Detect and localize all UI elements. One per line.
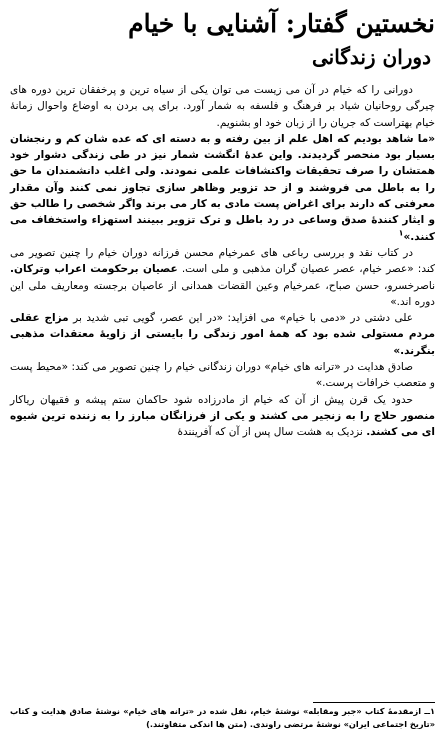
dashti-text: علی دشتی در «دمی با خیام» می افزاید: «در این عصر، گویی تبی شدید بر (73, 312, 413, 325)
khayyam-quote-text: «ما شاهد بودیم که اهل علم از بین رفته و به دسته ای که عده شان کم و رنجشان بسیار بود منحصر گردیدند. واین عدهٔ انگشت شمار نیز در طی زندگی دشوار خود همتشان را صرف تحقیقات واکتشافات علمی نمودند. ولی اغلب دانشمندان ما حق را به باطل می فروشند و از حد تزویر وظاهر سازی تجاوز نمی کنند وآن مقدار معرفتی که دارند برای اغراض پست مادی به کار می برند واگر شخصی را طالب حق و ایثار کنندهٔ صدق وساعی در رد باطل و ترک تزویر ببینند استهزاء واستخفاف می کنند.» (10, 132, 435, 243)
farzaneh-bold-text: عصیان برحکومت اعراب وترکان. (10, 263, 178, 276)
section-title: دوران زندگانی (311, 45, 431, 69)
paragraph-intro: دورانی را که خیام در آن می زیست می توان یکی از سیاه ترین و پرخفقان ترین دوره های چیرگی روحانیان شیاد بر فرهنگ و فلسفه به شمار آورد. برای پی بردن به اوضاع واحوال زمانهٔ خیام بهتراست که جریان را از زبان خود او بشنویم. (10, 84, 435, 129)
footnote-divider (313, 702, 435, 703)
farzaneh-rest-text: ناصرخسرو، حسن صباح، عمرخیام وعین القضات همدانی از عاصیان برجسته ومعاریف ملی این دوره اند.» (10, 279, 435, 308)
paragraph-dashti (10, 310, 435, 359)
paragraph-khayyam-quote (10, 131, 435, 245)
footnote-1: ۱ــ ازمقدمهٔ کتاب «جبر ومقابله» نوشتهٔ خیام، نقل شده در «ترانه های خیام» نوشتهٔ صادق هدایت و کتاب «تاریخ اجتماعی ایران» نوشتهٔ مرتضی راوندی. (متن ها اندکی متفاوتند.) (10, 706, 435, 729)
hallaj-bold-text: منصور حلاج را به زنجیر می کشند و یکی از فرزانگان مبارز را به زننده ترین شیوه ای می کشند. (10, 409, 435, 439)
hallaj-text: حدود یک قرن پیش از آن که خیام از مادرزاده شود حاکمان ستم پیشه و فقیهان ریاکار (10, 393, 413, 406)
dashti-bold-text: مزاج عقلی مردم مستولی شده بود که همهٔ امور زندگی را بایستی از زاویهٔ معتقدات مذهبی بنگرند.» (10, 312, 435, 357)
paragraph-hallaj (10, 392, 435, 441)
paragraph-hedayat: صادق هدایت در «ترانه های خیام» دوران زندگانی خیام را چنین تصویر می کند: «محیط پست و متعصب خرافات پرست.» (10, 361, 435, 390)
chapter-title: نخستین گفتار: آشنایی با خیام (128, 9, 435, 38)
farzaneh-text: در کتاب نقد و بررسی رباعی های عمرخیام محسن فرزانه دوران خیام را چنین تصویر می کند: «عصر خیام، عصر عصیان گران مذهبی و ملی است. (10, 246, 436, 276)
hallaj-rest-text: نزدیک به هشت سال پس از آن که آفرینندهٔ (177, 426, 363, 439)
footnote-reference-1: ۱ (398, 228, 404, 238)
paragraph-farzaneh (10, 245, 435, 310)
